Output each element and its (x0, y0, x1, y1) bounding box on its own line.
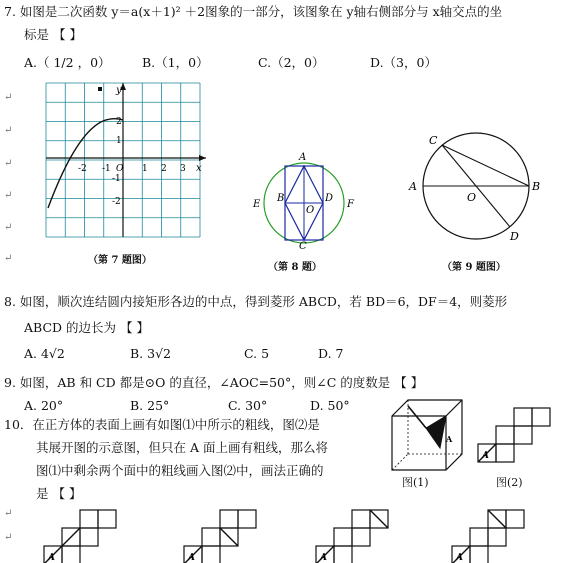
tick-x3: 3 (180, 164, 186, 174)
answer-net-b (180, 506, 260, 563)
answer-net-c (312, 506, 392, 563)
tick-yneg2: -2 (112, 197, 121, 207)
label-d: D (325, 193, 334, 204)
q8-option-b: B. 3√2 (130, 346, 172, 361)
label-b: B (532, 180, 541, 193)
q7-option-a: A.（ 1/2 ，0） (24, 55, 111, 70)
tick-x1: 1 (142, 164, 148, 174)
y-axis-label: y (116, 85, 122, 96)
label-a: A (299, 152, 307, 163)
face-label-a: A (482, 451, 489, 461)
face-label-a: A (188, 553, 195, 563)
q7-line2: 标是 【 】 (24, 27, 82, 42)
return-mark: ↵ (4, 92, 13, 103)
q10-line4: 是 【 】 (36, 486, 82, 501)
fig1-label: 图(1) (402, 476, 429, 489)
thick-line-triangle (426, 416, 446, 448)
label-f: F (347, 199, 354, 210)
q10-line2: 其展开图的示意图，但只在 A 面上画有粗线，那么将 (36, 440, 328, 455)
q9-option-c: C. 30° (228, 398, 268, 413)
fig9-caption: （第 9 题图） (442, 262, 506, 273)
face-label-a: A (456, 553, 463, 563)
tick-y1: 1 (116, 136, 122, 146)
fig2-label: 图(2) (496, 476, 523, 489)
q8-option-c: C. 5 (244, 346, 270, 361)
q8-option-a: A. 4√2 (24, 346, 65, 361)
return-mark: ↵ (4, 532, 13, 543)
label-o: O (306, 205, 315, 216)
q9-option-b: B. 25° (130, 398, 170, 413)
q7-line1: 7. 如图是二次函数 y＝a(x＋1)² ＋2图象的一部分，该图象在 y轴右侧部分与 x轴交点的坐 (4, 4, 503, 19)
q10-line3: 图⑴中剩余两个面中的粗线画入图⑵中，画法正确的 (36, 463, 324, 478)
return-mark: ↵ (4, 253, 13, 264)
origin-label: O (116, 164, 124, 174)
label-b: B (277, 193, 285, 204)
label-o: O (467, 191, 477, 204)
fig10-net (474, 402, 554, 467)
marker-square (98, 87, 102, 91)
q9-line1: 9. 如图，AB 和 CD 都是⊙O 的直径，∠AOC=50°，则∠C 的度数是 【 】 (4, 375, 424, 390)
q7-option-c: C.（2，0） (258, 55, 325, 70)
tick-yneg1: -1 (112, 174, 121, 184)
fig8-caption: （第 8 题） (268, 262, 322, 273)
tick-x2: 2 (161, 164, 167, 174)
x-axis-label: x (196, 163, 202, 174)
fig7-graph (46, 83, 206, 243)
label-a: A (409, 180, 417, 193)
tick-y2: 2 (116, 117, 122, 127)
face-label-a: A (320, 553, 327, 563)
q10-line1: 10．在正方体的表面上画有如图⑴中所示的粗线，图⑵是 (4, 417, 320, 432)
face-label-a: A (48, 553, 55, 563)
q9-option-d: D. 50° (310, 398, 350, 413)
fig7-caption: （第 7 题图） (88, 255, 152, 266)
label-c: C (299, 241, 307, 252)
answer-net-a (40, 506, 120, 563)
q9-option-a: A. 20° (24, 398, 64, 413)
return-mark: ↵ (4, 190, 13, 201)
return-mark: ↵ (4, 158, 13, 169)
face-label-a: A (446, 434, 453, 444)
answer-net-d (448, 506, 528, 563)
q8-line1: 8. 如图，顺次连结圆内接矩形各边的中点，得到菱形 ABCD，若 BD＝6，DF＝4，则菱形 (4, 294, 508, 309)
fig9-diagram (408, 128, 548, 248)
label-d: D (510, 230, 519, 243)
q7-option-d: D.（3，0） (370, 55, 437, 70)
tick-xneg1: -1 (102, 164, 111, 174)
return-mark: ↵ (4, 125, 13, 136)
q7-option-b: B.（1，0） (142, 55, 209, 70)
return-mark: ↵ (4, 508, 13, 519)
label-c: C (429, 134, 438, 147)
q8-option-d: D. 7 (318, 346, 344, 361)
q8-line2: ABCD 的边长为 【 】 (24, 320, 149, 335)
tick-xneg2: -2 (78, 164, 87, 174)
return-mark: ↵ (4, 222, 13, 233)
label-e: E (253, 199, 261, 210)
fig8-diagram (253, 150, 356, 252)
